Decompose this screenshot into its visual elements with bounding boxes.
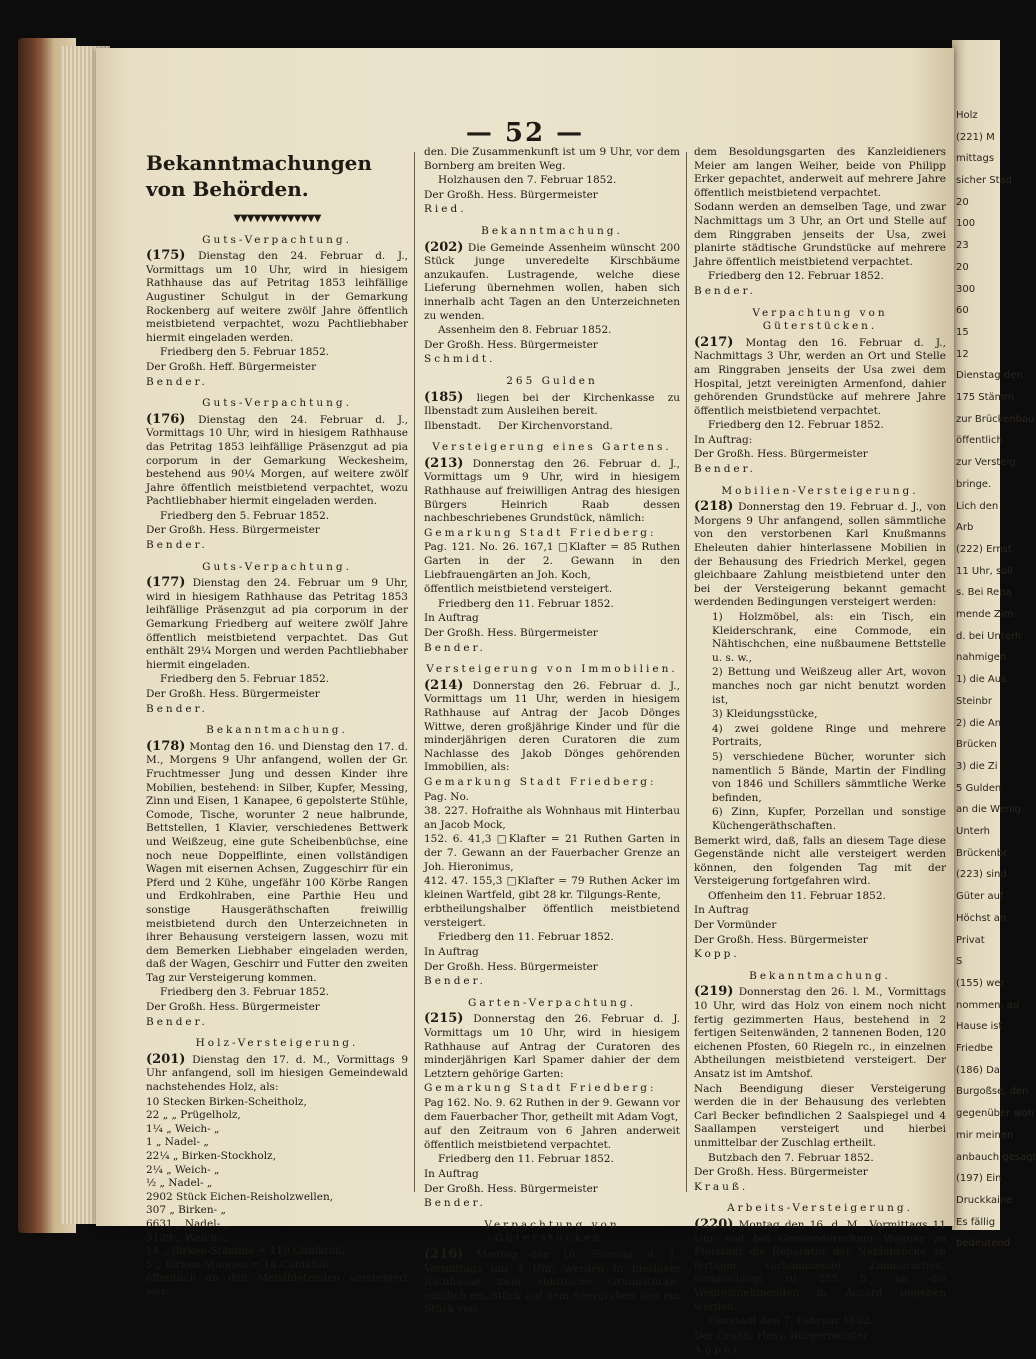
notice-place-date: Butzbach den 7. Februar 1852.	[708, 1151, 874, 1164]
gemarkung-label: Gemarkung Stadt Friedberg:	[424, 1082, 657, 1095]
notice-signature: Der Großh. Hess. Bürgermeister	[146, 688, 320, 700]
wood-row: 5 „ Birken-Stangen = 14 Cubikfuß,	[146, 1258, 333, 1271]
notice-signature: In Auftrag	[424, 1167, 479, 1180]
notice-place-date: Friedberg den 5. Februar 1852.	[160, 346, 330, 359]
notice-place-date: Friedberg den 5. Februar 1852.	[160, 673, 330, 686]
notice-title: Guts-Verpachtung.	[202, 397, 352, 410]
notice-signature: Der Großh. Hess. Bürgermeister	[424, 188, 598, 201]
notice-title: Mobilien-Versteigerung.	[721, 484, 919, 497]
notice-body: (215) Donnerstag den 26. Februar d. J. Vormittags um 10 Uhr, wird in hiesigem Rathhause auf Antrag der Curatoren des minderjährigen Karl Spamer dahier der dem Letztern gehörige Garten:	[424, 1011, 680, 1080]
notice-signature: Der Großh. Hess. Bürgermeister	[424, 960, 598, 973]
adjacent-page-fragment-line: Steinbr	[956, 695, 992, 707]
notice-number: (218)	[694, 499, 734, 515]
adjacent-page-fragment-line: Friedbe	[956, 1043, 993, 1055]
adjacent-page-fragment-line: sicher Stad	[956, 175, 1013, 187]
parcel-entry: Pag. 121. No. 26. 167,1 □Klafter = 85 Ruthen Garten in der 2. Gewann in den Liebfrauengärten an Joh. Koch,	[424, 541, 680, 581]
notice-body: (217) Montag den 16. Februar d. J., Nachmittags 3 Uhr, werden an Ort und Stelle am Ringgraben jenseits der Usa zwei dem Hospital, jetzt vereinigten Armenfond, dahier gehörenden Grundstücke auf mehrere Jahre öffentlich meistbietend verpachtet.	[694, 334, 946, 417]
notice-continuation: den. Die Zusammenkunft ist um 9 Uhr, vor dem Bornberg am breiten Weg.	[424, 146, 680, 172]
adjacent-page-fragment-line: (223) sind	[956, 869, 1007, 881]
adjacent-page-fragment-line: 3) die Zi	[956, 760, 998, 772]
adjacent-page-fragment-line: öffentlich	[956, 435, 1003, 447]
notice-signer: Kopp.	[694, 948, 740, 961]
adjacent-page-fragment-line: 100	[956, 218, 976, 230]
notice-signer: Bender.	[424, 975, 486, 988]
wood-list	[146, 1096, 408, 1273]
notice-number: (178)	[146, 738, 186, 754]
notice-number: (176)	[146, 411, 186, 427]
notice-body: (214) Donnerstag den 26. Februar d. J., Vormittags um 11 Uhr, werden in hiesigem Rathhause auf Antrag der Jacob Dönges Wittwe, deren großjährige Kinder und für die minderjährigen deren Curatoren die zum Nachlasse des Jakob Dönges gehörenden Immobilien, als:	[424, 677, 680, 774]
notice-place-date: Friedberg den 12. Februar 1852.	[708, 419, 884, 432]
notice-signer: Bender.	[694, 463, 756, 476]
notice-place-date: Friedberg den 11. Februar 1852.	[438, 931, 614, 944]
wood-row: 307 „ Birken- „	[146, 1204, 226, 1217]
parcel-entry: 412. 47. 155,3 □Klafter = 79 Ruthen Acker im kleinen Wartfeld, gibt 28 kr. Tilgungs-Rente,	[424, 875, 680, 901]
wood-row: 22¼ „ Birken-Stockholz,	[146, 1150, 276, 1162]
notice-place-date: Offenheim den 11. Februar 1852.	[708, 889, 886, 902]
adjacent-page-fragment-line: bringe.	[956, 478, 992, 490]
list-item: 2) Bettung und Weißzeug aller Art, wovon manches noch gar nicht benutzt worden ist,	[712, 666, 946, 706]
adjacent-page-fragment-line: 15	[956, 326, 969, 338]
notice-number: (217)	[694, 334, 734, 350]
notice-number: (215)	[424, 1011, 464, 1027]
adjacent-page-fragment-line: Es fällig	[956, 1216, 996, 1228]
notice-signature: Der Großh. Hess. Bürgermeister	[694, 1166, 868, 1179]
notice-title: Bekanntmachung.	[749, 969, 891, 982]
adjacent-page-fragment-line: Brücken	[956, 739, 997, 751]
notice-body: (218) Donnerstag den 19. Februar d. J., von Morgens 9 Uhr anfangend, sollen sämmtliche von den verstorbenen Karl Knußmanns Eheleuten dahier hinterlassene Mobilien in der Behausung des Friedrich Merkel, gegen gleichbaare Zahlung meistbietend unter den bei der Versteigerung bekannt gemacht werdenden Bedingungen versteigert werden:	[694, 499, 946, 609]
wood-row: 1¼ „ Weich- „	[146, 1122, 220, 1135]
adjacent-page-fragment-line: 11 Uhr, soll	[956, 565, 1013, 577]
wood-row: 2902 Stück Eichen-Reisholzwellen,	[146, 1190, 334, 1203]
adjacent-page-fragment-line: mittags	[956, 153, 995, 165]
notice-signature: In Auftrag:	[694, 433, 753, 446]
notice-title: Arbeits-Versteigerung.	[727, 1202, 913, 1215]
notice-body: (178) Montag den 16. und Dienstag den 17. d. M., Morgens 9 Uhr anfangend, wollen der Gr. Fruchtmesser Jung und dessen Kinder ihre Mobilien, bestehend: in Silber, Kupfer, Messing, Zinn und Eisen, 1 Kanapee, 6 gepolsterte Stühle, Comode, Tische, worunter 2 neue halbrunde, Bettstellen, 1 Klavier, verschiedenes Bettwerk und Weißzeug, eine gute Scheibenbüchse, eine noch neue Doppelflinte, einen vollständigen Wagen mit eisernen Achsen, Zuggeschirr für ein Pferd und 2 Kühe, ungefähr 100 Körbe Rangen und Erdkohlraben, eine Parthie Heu und sonstige Hausgeräthschaften freiwillig meistbietend durch den Unterzeichneten in ihrer Behausung versteigern lassen, wozu mit dem Bemerken Liebhaber eingeladen werden, daß der Wagen, Geschirr und Futter den zweiten Tag zur Versteigerung kommen.	[146, 738, 408, 984]
notice-number: (213)	[424, 455, 464, 471]
adjacent-page-fragment-line: Burgoßse, den	[956, 1086, 1029, 1098]
notice-title: 265 Gulden	[506, 374, 598, 387]
notice-signature: In Auftrag	[694, 904, 749, 917]
notice-body: (177) Dienstag den 24. Februar um 9 Uhr, wird in hiesigem Rathhause das Petritag 1853 leihfällige Präsenzgut ad pia corporum in der Gemarkung Friedberg auf weitere zwölf Jahre öffentlich meistbietend verpachtet. Das Gut enthält 29¼ Morgen und werden Pachtliebhaber hiermit eingeladen.	[146, 575, 409, 671]
notice-signature: Der Vormünder	[694, 919, 777, 932]
notice-place-date: Friedberg den 12. Februar 1852.	[708, 270, 884, 283]
notice-signer: Bender.	[146, 539, 208, 552]
page-number: — 52 —	[465, 118, 585, 148]
notice-number: (214)	[424, 677, 464, 693]
notice-title: Holz-Versteigerung.	[195, 1037, 359, 1050]
adjacent-page-fragment-line: Holz	[956, 110, 978, 121]
notice-title: Guts-Verpachtung.	[202, 560, 352, 573]
wood-row: 3139 „ Weich- „	[146, 1231, 230, 1244]
notice-continuation: erbtheilungshalber öffentlich meistbietend versteigert.	[424, 903, 680, 929]
adjacent-page-fragment-line: 12	[956, 348, 969, 360]
section-headline: Bekanntmachungen von Behörden.	[146, 151, 372, 201]
column-2	[424, 146, 680, 1318]
adjacent-page-fragment-line: Hause ist	[956, 1021, 1003, 1033]
notice-body: (201) Dienstag den 17. d. M., Vormittags 9 Uhr anfangend, soll im hiesigen Gemeindewald nachstehendes Holz, als:	[146, 1051, 408, 1094]
adjacent-page-fragment-line: Brückenbr	[956, 847, 1008, 859]
notice-continuation: auf den Zeitraum von 6 Jahren anderweit öffentlich meistbietend verpachtet.	[424, 1125, 680, 1151]
wood-row: 1 „ Nadel- „	[146, 1136, 209, 1149]
notice-signature: Der Großh. Hess. Bürgermeister	[694, 933, 868, 946]
adjacent-page-fragment-line: (221) M	[956, 131, 995, 143]
list-item: 4) zwei goldene Ringe und mehrere Portraits,	[712, 722, 946, 749]
adjacent-page-fragment-line: d. bei Unterh	[956, 630, 1022, 642]
adjacent-page-fragment-line: 175 Stämm	[956, 392, 1015, 404]
adjacent-page-fragment-line: (222) Ernst	[956, 543, 1012, 555]
notice-number: (175)	[146, 248, 186, 264]
adjacent-page-fragment-line: an die Wenig	[956, 804, 1022, 816]
notice-body: (176) Dienstag den 24. Februar d. J., Vormittags 10 Uhr, wird in hiesigem Rathhause das Petritag 1853 leihfällige Präsenzgut ad pia corporum in der Gemarkung Weckesheim, bestehend aus 90¼ Morgen, auf weitere zwölf Jahre öffentlich meistbietend verpachtet, wozu Pachtliebhaber hiermit eingeladen werden.	[146, 411, 409, 508]
adjacent-page-fragment-line: bedeutend	[956, 1238, 1011, 1250]
notice-signature: In Auftrag	[424, 612, 479, 625]
wood-row: ½ „ Nadel- „	[146, 1177, 213, 1190]
wood-row: 14 „ Birken-Stämme = 119 Cubikfuß,	[146, 1245, 346, 1258]
parcel-entry: Pag 162. No. 9. 62 Ruthen in der 9. Gewann vor dem Fauerbacher Thor, getheilt mit Adam Vogt,	[424, 1097, 680, 1123]
wood-row: 2¼ „ Weich- „	[146, 1163, 220, 1176]
notice-signer: Bender.	[424, 641, 486, 654]
notice-signature: Ilbenstadt. Der Kirchenvorstand.	[424, 419, 613, 432]
gemarkung-label: Gemarkung Stadt Friedberg:	[424, 775, 657, 788]
notice-signer: Appel.	[694, 1344, 746, 1357]
notice-number: (201)	[146, 1051, 186, 1067]
notice-title: Versteigerung eines Gartens.	[432, 441, 672, 454]
notice-number: (177)	[146, 575, 186, 591]
adjacent-page-fragment-line: (186) Da	[956, 1064, 1000, 1076]
adjacent-page-fragment-line: Höchst an	[956, 912, 1007, 924]
notice-signature: Der Großh. Hess. Bürgermeister	[146, 524, 320, 537]
adjacent-page-fragment	[952, 40, 1036, 1250]
list-item: 6) Zinn, Kupfer, Porzellan und sonstige Küchengeräthschaften.	[712, 806, 946, 832]
notice-continuation: dem Besoldungsgarten des Kanzleidieners Meier am langen Weiher, beide von Philipp Erker gepachtet, anderweit auf mehrere Jahre öffentlich meistbietend verpachtet.	[694, 146, 946, 199]
column-rule	[686, 152, 687, 1192]
item-list	[694, 611, 946, 834]
notice-signer: Bender.	[694, 284, 756, 297]
adjacent-page-fragment-line: s. Bei Repa	[956, 587, 1012, 599]
notice-signer: Bender.	[146, 702, 208, 715]
adjacent-page-fragment-line: Güter auf	[956, 891, 1004, 903]
notice-body: (213) Donnerstag den 26. Februar d. J., Vormittags um 9 Uhr, wird in hiesigem Rathhause auf freiwilligen Antrag des hiesigen Bürgers Heinrich Raab dessen nachbeschriebenes Grundstück, nämlich:	[424, 455, 680, 525]
notice-signature: Der Großh. Hess. Bürgermeister	[694, 1329, 868, 1342]
adjacent-page-fragment-line: Privat	[956, 934, 985, 946]
notice-place-date: Friedberg den 3. Februar 1852.	[160, 986, 330, 999]
parcel-entry: 38. 227. Hofraithe als Wohnhaus mit Hinterbau an Jacob Mock,	[424, 805, 680, 831]
notice-number: (202)	[424, 239, 464, 255]
notice-signature: Der Großh. Hess. Bürgermeister	[424, 627, 598, 639]
parcel-entry: 152. 6. 41,3 □Klafter = 21 Ruthen Garten in der 7. Gewann an der Fauerbacher Grenze an Joh. Hieronimus,	[424, 833, 680, 873]
notice-signer: Schmidt.	[424, 353, 496, 366]
adjacent-page-fragment-line: anbauch gesagt	[956, 1151, 1036, 1163]
notice-number: (185)	[424, 389, 464, 405]
notice-continuation: Sodann werden an demselben Tage, und zwar Nachmittags um 3 Uhr, an Ort und Stelle auf dem Ringgraben jenseits der Usa, zwei planirte städtische Grundstücke auf mehrere Jahre öffentlich meistbietend verpachtet.	[694, 201, 946, 268]
notice-continuation: Nach Beendigung dieser Versteigerung werden die in der Behausung des verlebten Carl Becker befindlichen 2 Saalspiegel und 4 Saallampen versteigert und hierbei unmittelbar der Zuschlag ertheilt.	[694, 1082, 946, 1149]
adjacent-page-fragment-line: 60	[956, 305, 969, 317]
adjacent-page-fragment-line: gegenüber woh	[956, 1108, 1035, 1120]
parcel-header: Pag. No.	[424, 790, 469, 803]
notice-signer: Bender.	[146, 1015, 208, 1028]
notice-place-date: Friedberg den 5. Februar 1852.	[160, 509, 330, 522]
notice-body: (202) Die Gemeinde Assenheim wünscht 200 Stück junge unveredelte Kirschbäume anzukaufen. Lustragende, welche diese Lieferung übernehmen wollen, haben sich innerhalb acht Tagen an den Unterzeichneten zu wenden.	[424, 239, 680, 322]
wood-row: 10 Stecken Birken-Scheitholz,	[146, 1095, 307, 1108]
adjacent-page-fragment-line: 2) die An	[956, 717, 1002, 729]
wood-row: 6631 „ Nadel- „	[146, 1217, 229, 1230]
list-item: 5) verschiedene Bücher, worunter sich namentlich 5 Bände, Martin der Findling von 1846 und Schillers sämmtliche Werke befinden,	[712, 750, 946, 804]
notice-title: Versteigerung von Immobilien.	[426, 663, 678, 676]
adjacent-page-fragment-line: 1) die Aus	[956, 674, 1007, 686]
notice-signature: Der Großh. Hess. Bürgermeister	[424, 338, 598, 351]
list-item: 1) Holzmöbel, als: ein Tisch, ein Kleiderschrank, eine Commode, ein Nähtischchen, eine nußbaumene Bettstelle u. s. w.,	[712, 611, 946, 664]
newspaper-page	[96, 48, 954, 1357]
wood-row: 22 „ „ Prügelholz,	[146, 1109, 241, 1122]
notice-signature: Der Großh. Heff. Bürgermeister	[146, 360, 317, 373]
adjacent-page-fragment-line: Lich den	[956, 500, 999, 512]
notice-signer: Krauß.	[694, 1180, 749, 1193]
notice-title: Garten-Verpachtung.	[468, 996, 636, 1009]
adjacent-page-fragment-line: mir meinen	[956, 1129, 1014, 1141]
adjacent-page-fragment-line: Druckkaine	[956, 1194, 1013, 1206]
adjacent-page-fragment-line: zur Versteig	[956, 457, 1016, 469]
adjacent-page-fragment-line: zur Brückenbau	[956, 413, 1035, 425]
adjacent-page-fragment-line: nommen, au	[956, 999, 1020, 1011]
notice-title: Guts-Verpachtung.	[202, 233, 352, 246]
notice-number: (216)	[424, 1246, 464, 1262]
notice-signature: Der Großh. Hess. Bürgermeister	[694, 448, 868, 461]
notice-place-date: Friedberg den 11. Februar 1852.	[438, 1153, 614, 1166]
notice-body: (220) Montag den 16. d. M., Vormittags 11 Uhr, soll bei Gemeinderechner Wagner zu Florstadt die Reparatur der Niddabrücke an fertigen vorkommende Zimmerarbeit, veranschlagt zu 255 fl., an die Wenigstnehmenden in Accord gegeben werden.	[694, 1216, 946, 1313]
notice-title: Verpachtung von Güterstücken.	[484, 1218, 620, 1245]
notice-continuation: öffentlich meistbietend versteigert.	[424, 583, 613, 596]
notice-continuation: öffentlich an den Meistbietenden versteigert wer-	[146, 1272, 408, 1298]
adjacent-page-fragment-line: 20	[956, 196, 969, 208]
adjacent-page-fragment-line: 20	[956, 261, 969, 273]
list-item: 3) Kleidungsstücke,	[712, 708, 818, 721]
notice-number: (219)	[694, 984, 734, 1000]
notice-continuation: Bemerkt wird, daß, falls an diesem Tage diese Gegenstände nicht alle versteigert werden können, den folgenden Tag mit der Versteigerung fortgefahren wird.	[694, 834, 946, 888]
adjacent-page-fragment-line: Dienstag den	[956, 370, 1023, 382]
adjacent-page-fragment-line: (155) wer	[956, 977, 1005, 989]
adjacent-page-fragment-line: nahmigen	[956, 652, 1007, 664]
adjacent-page-fragment-line: mende Zim	[956, 609, 1014, 621]
notice-signer: Bender.	[424, 1197, 486, 1210]
notice-signature: Der Großh. Hess. Bürgermeister	[146, 1001, 320, 1014]
notice-body: (185) liegen bei der Kirchenkasse zu Ilbenstadt zum Ausleihen bereit.	[424, 389, 680, 418]
adjacent-page-fragment-line: Unterh	[956, 826, 991, 838]
notice-body: (219) Donnerstag den 26. l. M., Vormittags 10 Uhr, wird das Holz von einem noch nicht fertig gezimmerten Haus, bestehend in 2 fertigen Seitenwänden, 2 tannenen Boden, 120 eichenen Pfosten, 60 Riegeln rc., in einzelnen Abtheilungen meistbietend versteigert. Der Ansatz ist im Amtshof.	[694, 984, 946, 1080]
adjacent-page-fragment-line: 23	[956, 240, 969, 252]
notice-title: Bekanntmachung.	[481, 224, 623, 237]
notice-place-date: Holzhausen den 7. Februar 1852.	[438, 174, 617, 187]
notice-body: (216) Montag den 16. Februar d. J., Vormittags um 9 Uhr, werden in hiesigem Rathhause zwei städtische Grundstücke, nämlich ein Stück auf dem Seergraben und ein Stück von	[424, 1246, 680, 1316]
notice-signer: Bender.	[146, 375, 208, 388]
column-3	[694, 146, 946, 1359]
notice-place-date: Assenheim den 8. Februar 1852.	[438, 324, 612, 337]
adjacent-page-fragment-line: 5 Gulden	[956, 782, 1002, 794]
notice-signature: Der Großh. Hess. Bürgermeister	[424, 1182, 598, 1195]
notice-place-date: Friedberg den 11. Februar 1852.	[438, 597, 614, 610]
adjacent-page-fragment-line: (197) Ein	[956, 1173, 1002, 1185]
column-rule	[414, 152, 415, 1192]
adjacent-page-fragment-line: Arb	[956, 522, 974, 534]
column-1	[146, 146, 408, 1301]
decorative-rule: ▼▼▼▼▼▼▼▼▼▼▼▼▼	[233, 213, 321, 224]
adjacent-page-fragment-line: S	[956, 956, 963, 968]
notice-title: Verpachtung von Güterstücken.	[752, 306, 888, 333]
notice-signature: In Auftrag	[424, 946, 479, 959]
notice-number: (220)	[694, 1216, 734, 1232]
notice-place-date: Florstadt den 7. Februar 1852.	[708, 1315, 873, 1328]
notice-signer: Ried.	[424, 203, 467, 216]
adjacent-page-fragment-line: 300	[956, 283, 976, 295]
notice-body: (175) Dienstag den 24. Februar d. J., Vormittags um 10 Uhr, wird in hiesigem Rathhause das auf Petritag 1853 leihfällige Augustiner Schulgut in der Gemarkung Rockenberg auf weitere zwölf Jahre öffentlich meistbietend verpachtet, wozu Pachtliebhaber hiermit eingeladen werden.	[146, 248, 409, 344]
notice-title: Bekanntmachung.	[206, 724, 348, 737]
gemarkung-label: Gemarkung Stadt Friedberg:	[424, 526, 657, 539]
